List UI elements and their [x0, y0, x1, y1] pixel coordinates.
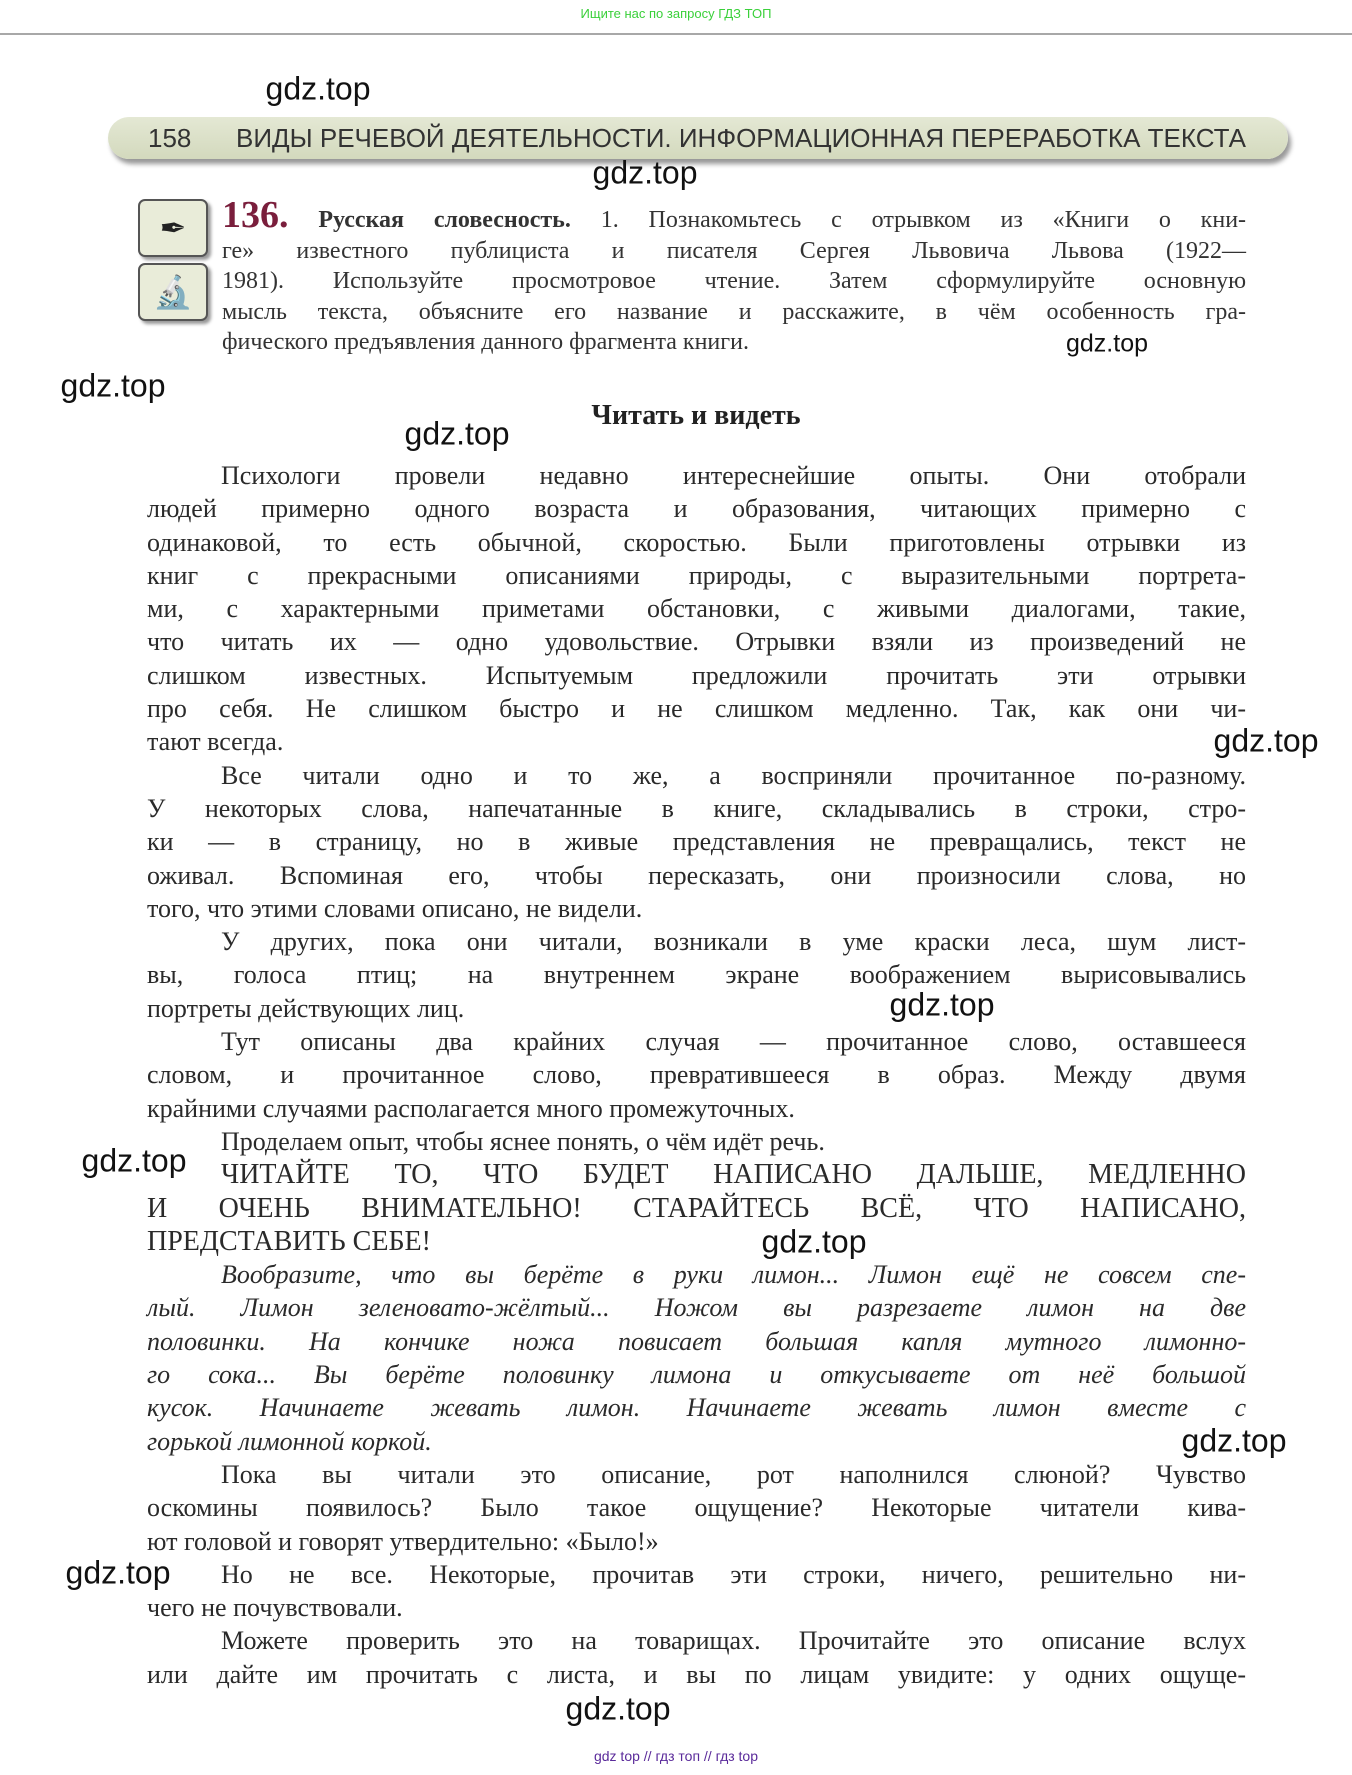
paragraph: [147, 759, 1246, 925]
text-line: про себя. Не слишком быстро и не слишком медленно. Так, как они чи-: [147, 694, 1246, 724]
top-banner[interactable]: Ищите нас по запросу ГДЗ ТОП: [580, 6, 772, 21]
microscope-icon: 🔬: [138, 263, 208, 321]
text-line: горькой лимонной коркой.: [147, 1426, 432, 1456]
text-line: ки — в страницу, но в живые представления не превращались, текст не: [147, 827, 1246, 857]
text-line: чего не почувствовали.: [147, 1593, 403, 1623]
text-line: половинки. На кончике ножа повисает большая капля мутного лимонно-: [147, 1326, 1246, 1356]
paragraph: [147, 459, 1246, 759]
text-line: того, что этими словами описано, не видели.: [147, 893, 643, 923]
exercise-rubric: Русская словесность.: [318, 207, 571, 233]
watermark: gdz.top: [565, 1690, 671, 1727]
text-line: Психологи провели недавно интереснейшие опыты. Они отобрали: [221, 461, 1246, 490]
paragraph: [147, 1458, 1246, 1558]
text-line: У других, пока они читали, возникали в уме краски леса, шум лист-: [221, 927, 1246, 957]
text-line: И ОЧЕНЬ ВНИМАТЕЛЬНО! СТАРАЙТЕСЬ ВСЁ, ЧТО НАПИСАНО,: [147, 1192, 1246, 1224]
text-line: Можете проверить это на товарищах. Прочитайте это описание вслух: [221, 1626, 1246, 1656]
watermark: gdz.top: [592, 154, 698, 191]
text-line: портреты действующих лиц.: [147, 993, 465, 1023]
watermark: gdz.top: [265, 70, 371, 107]
text-line: ПРЕДСТАВИТЬ СЕБЕ!: [147, 1225, 431, 1257]
watermark: gdz.top: [1065, 329, 1149, 358]
text-line: Вообразите, что вы берёте в руки лимон... Лимон ещё не совсем спе-: [221, 1260, 1246, 1290]
paragraph: [147, 1258, 1246, 1458]
text-line: слишком известных. Испытуемым предложили прочитать эти отрывки: [147, 660, 1246, 690]
divider: [0, 33, 1352, 35]
watermark: gdz.top: [1213, 722, 1319, 759]
watermark: gdz.top: [81, 1142, 187, 1179]
section-title: ВИДЫ РЕЧЕВОЙ ДЕЯТЕЛЬНОСТИ. ИНФОРМАЦИОННАЯ ПЕРЕРАБОТКА ТЕКСТА: [236, 122, 1246, 153]
text-line: книг с прекрасными описаниями природы, с выразительными портрета-: [147, 560, 1246, 590]
exercise-line: 1981). Используйте просмотровое чтение. Затем сформулируйте основную: [222, 268, 1246, 294]
page-header-band: [108, 117, 1288, 159]
text-line: ми, с характерными приметами обстановки, с живыми диалогами, такие,: [147, 594, 1246, 624]
text-line: одинаковой, то есть обычной, скоростью. Были приготовлены отрывки из: [147, 527, 1246, 557]
text-line: оживал. Вспоминая его, чтобы пересказать, они произносили слова, но: [147, 860, 1246, 890]
text-line: Все читали одно и то же, а восприняли прочитанное по-разному.: [221, 760, 1246, 790]
text-line: лый. Лимон зеленовато-жёлтый... Ножом вы разрезаете лимон на две: [147, 1293, 1246, 1323]
paragraph: [147, 1025, 1246, 1125]
exercise-number: 136.: [222, 194, 289, 236]
exercise-line: мысль текста, объясните его название и расскажите, в чём особенность гра-: [222, 298, 1246, 325]
text-line: ЧИТАЙТЕ ТО, ЧТО БУДЕТ НАПИСАНО ДАЛЬШЕ, МЕДЛЕННО: [221, 1159, 1246, 1191]
paragraph: [147, 1158, 1246, 1258]
quill-book-icon: ✒: [138, 199, 208, 257]
text-line: или дайте им прочитать с листа, и вы по лицам увидите: у одних ощуще-: [147, 1659, 1246, 1689]
watermark: gdz.top: [404, 415, 510, 452]
text-line: крайними случаями располагается много промежуточных.: [147, 1093, 795, 1123]
exercise-line: ге» известного публициста и писателя Сергея Львовича Львова (1922—: [222, 237, 1246, 264]
text-line: вы, голоса птиц; на внутреннем экране воображением вырисовывались: [147, 960, 1246, 990]
exercise-line: 1. Познакомьтесь с отрывком из «Книги о кни-: [600, 207, 1247, 233]
text-title: Читать и видеть: [591, 400, 801, 431]
watermark: gdz.top: [65, 1554, 171, 1591]
paragraph: [147, 1624, 1246, 1691]
paragraph: [147, 1558, 1246, 1625]
page-number: 158: [148, 122, 192, 153]
watermark: gdz.top: [60, 367, 166, 404]
paragraph: [147, 1125, 1246, 1158]
text-line: Тут описаны два крайних случая — прочитанное слово, оставшееся: [221, 1027, 1246, 1057]
watermark: gdz.top: [889, 986, 995, 1023]
text-line: го сока... Вы берёте половинку лимона и откусываете от неё большой: [147, 1360, 1246, 1390]
text-line: У некоторых слова, напечатанные в книге, складывались в строки, стро-: [147, 793, 1246, 823]
text-line: словом, и прочитанное слово, превратившееся в образ. Между двумя: [147, 1060, 1246, 1090]
text-line: Но не все. Некоторые, прочитав эти строки, ничего, решительно ни-: [221, 1559, 1246, 1589]
text-line: что читать их — одно удовольствие. Отрывки взяли из произведений не: [147, 627, 1246, 657]
text-line: людей примерно одного возраста и образования, читающих примерно с: [147, 494, 1246, 524]
watermark: gdz.top: [1181, 1422, 1287, 1459]
text-line: ют головой и говорят утвердительно: «Было!»: [147, 1526, 659, 1556]
text-line: Пока вы читали это описание, рот наполнился слюной? Чувство: [221, 1459, 1246, 1489]
paragraph: [147, 925, 1246, 1025]
footer-links[interactable]: gdz top // гдз топ // гдз top: [593, 1748, 759, 1764]
text-body: [147, 459, 1246, 1691]
text-line: кусок. Начинаете жевать лимон. Начинаете жевать лимон вместе с: [147, 1393, 1246, 1423]
watermark: gdz.top: [761, 1223, 867, 1260]
text-line: Проделаем опыт, чтобы яснее понять, о чём идёт речь.: [221, 1126, 825, 1156]
text-line: оскомины появилось? Было такое ощущение? Некоторые читатели кива-: [147, 1493, 1246, 1523]
exercise-line: фического предъявления данного фрагмента книги.: [222, 329, 749, 355]
text-line: тают всегда.: [147, 727, 284, 757]
